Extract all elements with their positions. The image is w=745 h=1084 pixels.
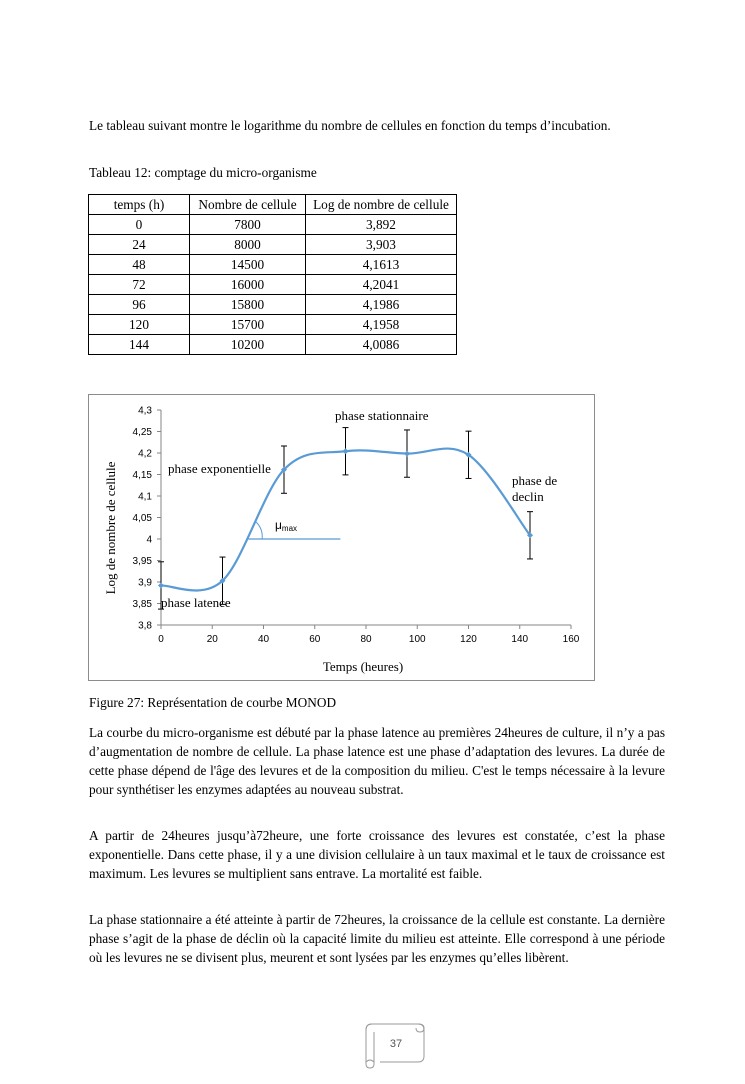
annotation-declin-2: declin [512, 489, 544, 504]
table-cell: 3,903 [306, 235, 457, 255]
table-row [89, 295, 457, 315]
table-row [89, 235, 457, 255]
y-tick-label: 3,85 [132, 599, 152, 610]
table-cell: 72 [89, 275, 190, 295]
x-tick-label: 0 [158, 634, 164, 645]
annotation-stationnaire: phase stationnaire [335, 408, 429, 423]
x-tick-label: 60 [309, 634, 321, 645]
table-cell: 15800 [190, 295, 306, 315]
table-cell: 15700 [190, 315, 306, 335]
data-table [88, 194, 457, 355]
paragraph-1: La courbe du micro-organisme est débuté par la phase latence au premières 24heures de culture, il n’y a pas d’augmentation de nombre de cellule. La phase latence est une phase d’adaptation des levures. La durée de cette phase dépend de l'âge des levures et de la composition du milieu. C'est le temps nécessaire à la levure pour synthétiser les enzymes adaptées au nouveau substrat. [89, 725, 665, 797]
y-tick-label: 4 [146, 534, 152, 546]
table-cell: 144 [89, 335, 190, 355]
x-tick-label: 40 [257, 634, 270, 645]
table-cell: 96 [89, 295, 190, 315]
x-tick-label: 20 [206, 634, 218, 645]
data-point [404, 451, 410, 457]
table-cell: 4,2041 [306, 275, 457, 295]
annotation-exponentielle: phase exponentielle [168, 461, 271, 476]
table-cell: 24 [89, 235, 190, 255]
table-cell: 0 [89, 215, 190, 235]
paragraph-2: A partir de 24heures jusqu’à72heure, une forte croissance des levures est constatée, c’est la phase exponentielle. Dans cette phase, il y a une division cellulaire à un taux maximal et le taux de croissance est maximum. Les levures se multiplient sans entrave. La mortalité est faible. [89, 828, 665, 881]
header-temps: temps (h) [89, 195, 190, 215]
x-axis-label: Temps (heures) [322, 659, 404, 674]
table-cell: 7800 [190, 215, 306, 235]
y-tick-label: 3,8 [138, 620, 152, 632]
y-tick-label: 4,2 [138, 448, 152, 460]
table-row [89, 335, 457, 355]
annotation-latence: phase latence [161, 595, 231, 610]
x-tick-label: 160 [562, 634, 580, 645]
x-tick-label: 120 [460, 634, 477, 645]
y-tick-label: 3,95 [132, 556, 152, 567]
data-point [158, 582, 164, 588]
mu-max-angle-arc [256, 522, 262, 539]
table-cell: 14500 [190, 255, 306, 275]
table-cell: 10200 [190, 335, 306, 355]
table-row [89, 315, 457, 335]
table-cell: 16000 [190, 275, 306, 295]
header-log: Log de nombre de cellule [306, 195, 457, 215]
x-tick-label: 80 [360, 634, 372, 645]
chart-frame [88, 394, 595, 681]
y-tick-label: 4,05 [132, 513, 152, 524]
scroll-banner-icon [360, 1020, 426, 1070]
annotation-declin-1: phase de [512, 473, 558, 488]
intro-paragraph: Le tableau suivant montre le logarithme du nombre de cellules en fonction du temps d’incubation. [89, 118, 611, 133]
y-tick-label: 4,1 [138, 491, 152, 503]
table-cell: 4,0086 [306, 335, 457, 355]
x-tick-label: 100 [408, 634, 426, 645]
y-axis-label: Log de nombre de cellule [103, 461, 118, 595]
page-number-scroll [360, 1020, 426, 1070]
y-tick-label: 4,3 [138, 405, 152, 417]
x-tick-label: 140 [511, 634, 529, 645]
table-cell: 3,892 [306, 215, 457, 235]
table-cell: 120 [89, 315, 190, 335]
y-tick-label: 3,9 [138, 577, 152, 589]
table-row [89, 275, 457, 295]
table-caption: Tableau 12: comptage du micro-organisme [89, 165, 317, 180]
table-cell: 48 [89, 255, 190, 275]
table-row [89, 215, 457, 235]
paragraph-3: La phase stationnaire a été atteinte à partir de 72heures, la croissance de la cellule est constante. La dernière phase s’agit de la phase de déclin où la capacité limite du milieu est atteinte. Elle correspond à une période où les levures ne se divisent plus, meurent et sont lysées par les enzymes qu’elles libèrent. [89, 912, 665, 965]
annotation-mu-max: μmax [275, 518, 298, 533]
table-header-row [89, 195, 457, 215]
table-cell: 4,1986 [306, 295, 457, 315]
y-tick-label: 4,25 [132, 427, 152, 438]
growth-chart [89, 395, 594, 680]
page-number: 37 [389, 1038, 403, 1050]
header-nombre: Nombre de cellule [190, 195, 306, 215]
y-tick-label: 4,15 [132, 470, 152, 481]
table-row [89, 255, 457, 275]
table-cell: 4,1958 [306, 315, 457, 335]
table-cell: 4,1613 [306, 255, 457, 275]
data-point [343, 448, 349, 454]
figure-caption: Figure 27: Représentation de courbe MONOD [89, 695, 337, 710]
table-cell: 8000 [190, 235, 306, 255]
